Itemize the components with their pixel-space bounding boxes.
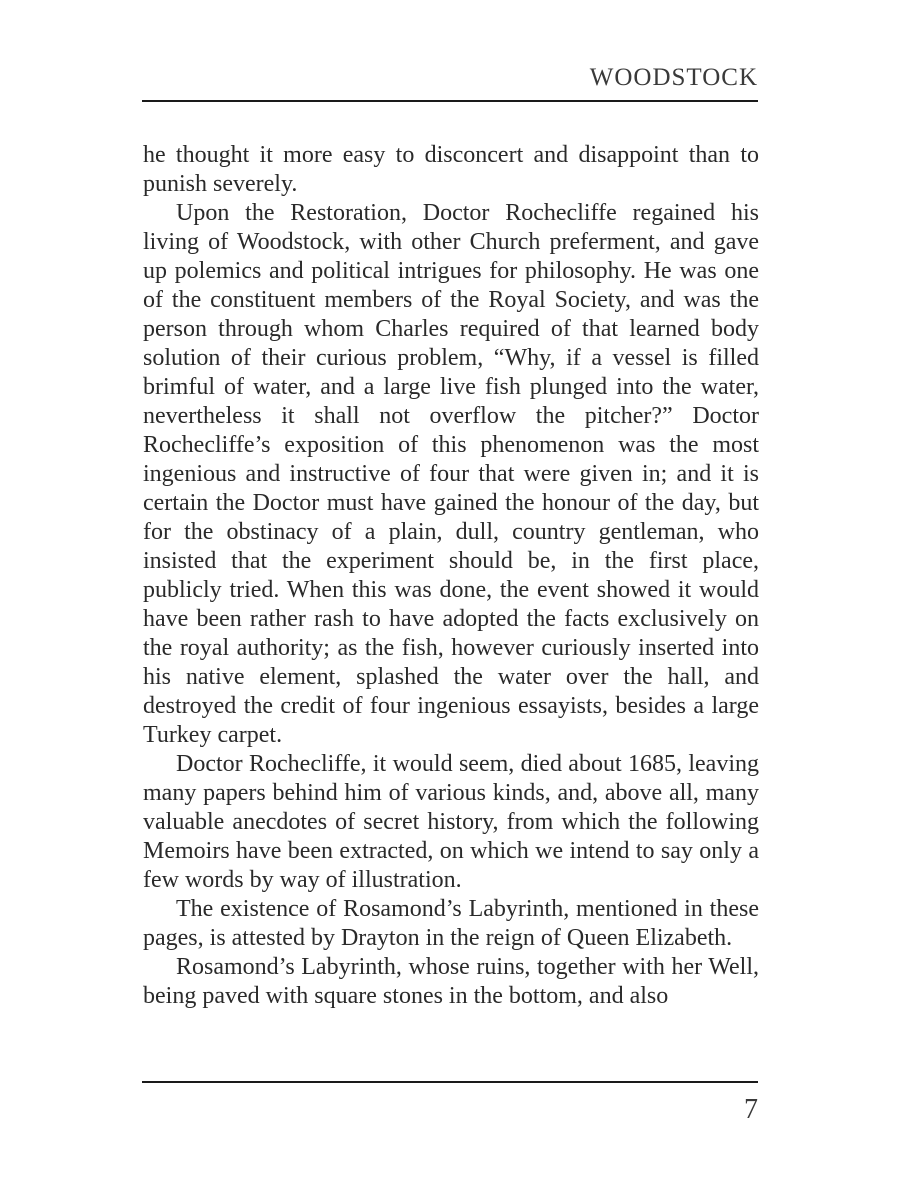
header-rule (142, 100, 758, 102)
paragraph: Rosamond’s Labyrinth, whose ruins, together with her Well, being paved with square stones in the bottom, and also (143, 954, 759, 1009)
page-number: 7 (744, 1094, 758, 1125)
paragraph: Upon the Restoration, Doctor Rochecliffe regained his living of Woodstock, with other Church preferment, and gave up polemics and political intrigues for philosophy. He was one of the constituent members of the Royal Society, and was the person through whom Charles required of that learned body solution of their curious problem, “Why, if a vessel is filled brimful of water, and a large live fish plunged into the water, nevertheless it shall not overflow the pitcher?” Doctor Rochecliffe’s exposition of this phenomenon was the most ingenious and instructive of four that were given in; and it is certain the Doctor must have gained the honour of the day, but for the obstinacy of a plain, dull, country gentleman, who insisted that the experiment should be, in the first place, publicly tried. When this was done, the event showed it would have been rather rash to have adopted the facts exclusively on the royal authority; as the fish, however curiously inserted into his native element, splashed the water over the hall, and destroyed the credit of four ingenious essayists, besides a large Turkey carpet. (143, 200, 759, 748)
paragraph: he thought it more easy to disconcert and disappoint than to punish severely. (143, 142, 759, 197)
footer-rule (142, 1081, 758, 1083)
running-head-title: WOODSTOCK (589, 64, 758, 91)
paragraph: The existence of Rosamond’s Labyrinth, mentioned in these pages, is attested by Drayton in the reign of Queen Elizabeth. (143, 896, 759, 951)
paragraph: Doctor Rochecliffe, it would seem, died about 1685, leaving many papers behind him of various kinds, and, above all, many valuable anecdotes of secret history, from which the following Memoirs have been extracted, on which we intend to say only a few words by way of illustration. (143, 751, 759, 893)
body-text (143, 141, 759, 1011)
